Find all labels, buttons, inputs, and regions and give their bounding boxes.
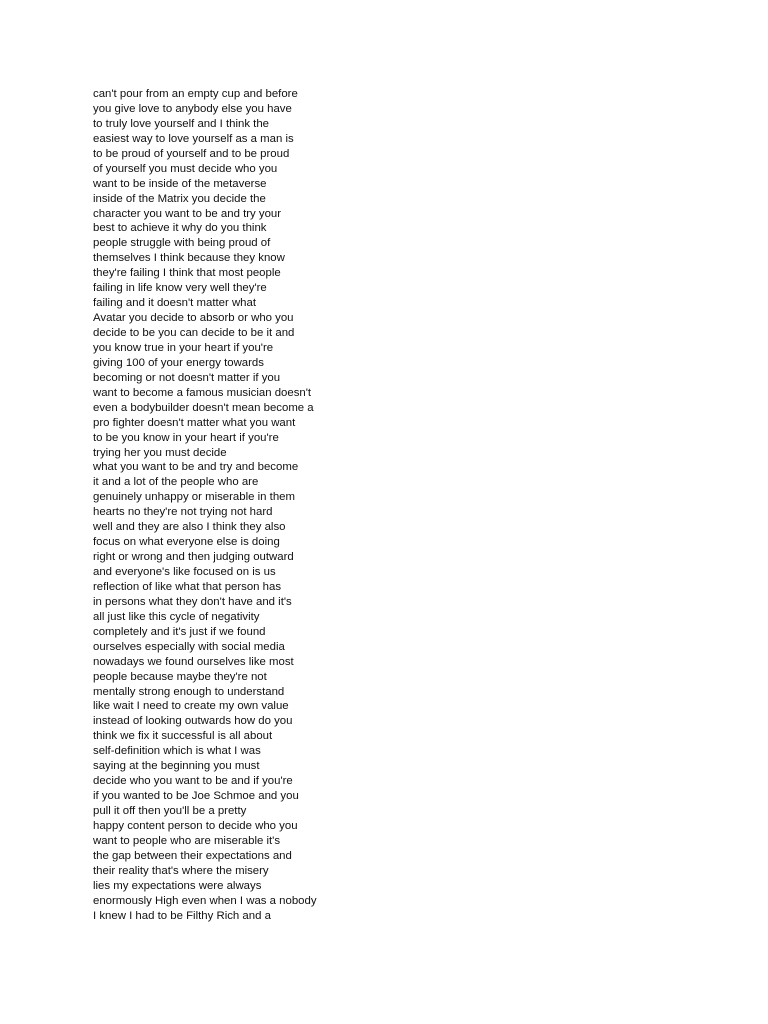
transcript-line: pull it off then you'll be a pretty	[93, 805, 247, 817]
transcript-line: like wait I need to create my own value	[93, 700, 289, 713]
transcript-line: giving 100 of your energy towards	[93, 356, 264, 369]
transcript-line: saying at the beginning you must	[93, 760, 260, 773]
transcript-line: what you want to be and try and become	[93, 461, 299, 474]
transcript-line: you know true in your heart if you're	[93, 341, 274, 354]
transcript-text-block	[93, 87, 393, 924]
transcript-line: decide to be you can decide to be it and	[93, 327, 295, 339]
transcript-line: in persons what they don't have and it's	[93, 595, 292, 608]
transcript-line: want to people who are miserable it's	[93, 834, 281, 847]
transcript-line: easiest way to love yourself as a man is	[93, 132, 294, 145]
transcript-line: can't pour from an empty cup and before	[93, 88, 298, 100]
transcript-line: want to be inside of the metaverse	[93, 177, 267, 190]
transcript-line: self-definition which is what I was	[93, 745, 261, 758]
transcript-line: of yourself you must decide who you	[93, 162, 278, 175]
transcript-line: nowadays we found ourselves like most	[93, 655, 294, 668]
transcript-line: it and a lot of the people who are	[93, 476, 259, 489]
transcript-line: right or wrong and then judging outward	[93, 551, 294, 564]
transcript-line: you give love to anybody else you have	[93, 102, 292, 115]
transcript-line: mentally strong enough to understand	[93, 685, 285, 698]
transcript-line: character you want to be and try your	[93, 207, 282, 220]
transcript-line: themselves I think because they know	[93, 252, 285, 265]
transcript-line: happy content person to decide who you	[93, 819, 298, 832]
transcript-line: they're failing I think that most people	[93, 267, 281, 280]
transcript-line: completely and it's just if we found	[93, 625, 266, 638]
transcript-line: to be you know in your heart if you're	[93, 431, 279, 444]
transcript-line: failing in life know very well they're	[93, 282, 267, 295]
transcript-line: all just like this cycle of negativity	[93, 610, 260, 623]
transcript-line: even a bodybuilder doesn't mean become a	[93, 401, 314, 414]
transcript-line: pro fighter doesn't matter what you want	[93, 416, 296, 429]
transcript-line: to be proud of yourself and to be proud	[93, 147, 290, 160]
transcript-line: well and they are also I think they also	[93, 521, 286, 534]
transcript-line: reflection of like what that person has	[93, 580, 282, 593]
transcript-line: instead of looking outwards how do you	[93, 715, 293, 728]
transcript-line: best to achieve it why do you think	[93, 222, 267, 235]
transcript-line: want to become a famous musician doesn't	[93, 386, 312, 399]
transcript-line: enormously High even when I was a nobody	[93, 894, 317, 907]
transcript-line: decide who you want to be and if you're	[93, 775, 293, 788]
transcript-line: focus on what everyone else is doing	[93, 536, 280, 549]
transcript-line: I knew I had to be Filthy Rich and a	[93, 909, 271, 922]
transcript-line: becoming or not doesn't matter if you	[93, 371, 281, 384]
transcript-line: the gap between their expectations and	[93, 849, 292, 862]
transcript-line: failing and it doesn't matter what	[93, 297, 257, 310]
transcript-line: inside of the Matrix you decide the	[93, 192, 266, 205]
transcript-line: think we fix it successful is all about	[93, 730, 273, 743]
transcript-line: ourselves especially with social media	[93, 640, 285, 653]
transcript-line: to truly love yourself and I think the	[93, 117, 270, 130]
transcript-line: if you wanted to be Joe Schmoe and you	[93, 790, 299, 803]
transcript-line: and everyone's like focused on is us	[93, 566, 276, 578]
transcript-line: people because maybe they're not	[93, 670, 267, 683]
transcript-line: Avatar you decide to absorb or who you	[93, 312, 294, 325]
transcript-line: hearts no they're not trying not hard	[93, 506, 273, 519]
transcript-line: trying her you must decide	[93, 446, 227, 459]
transcript-line: their reality that's where the misery	[93, 864, 269, 877]
transcript-line: lies my expectations were always	[93, 879, 262, 892]
transcript-line: genuinely unhappy or miserable in them	[93, 491, 295, 504]
transcript-line: people struggle with being proud of	[93, 237, 271, 250]
